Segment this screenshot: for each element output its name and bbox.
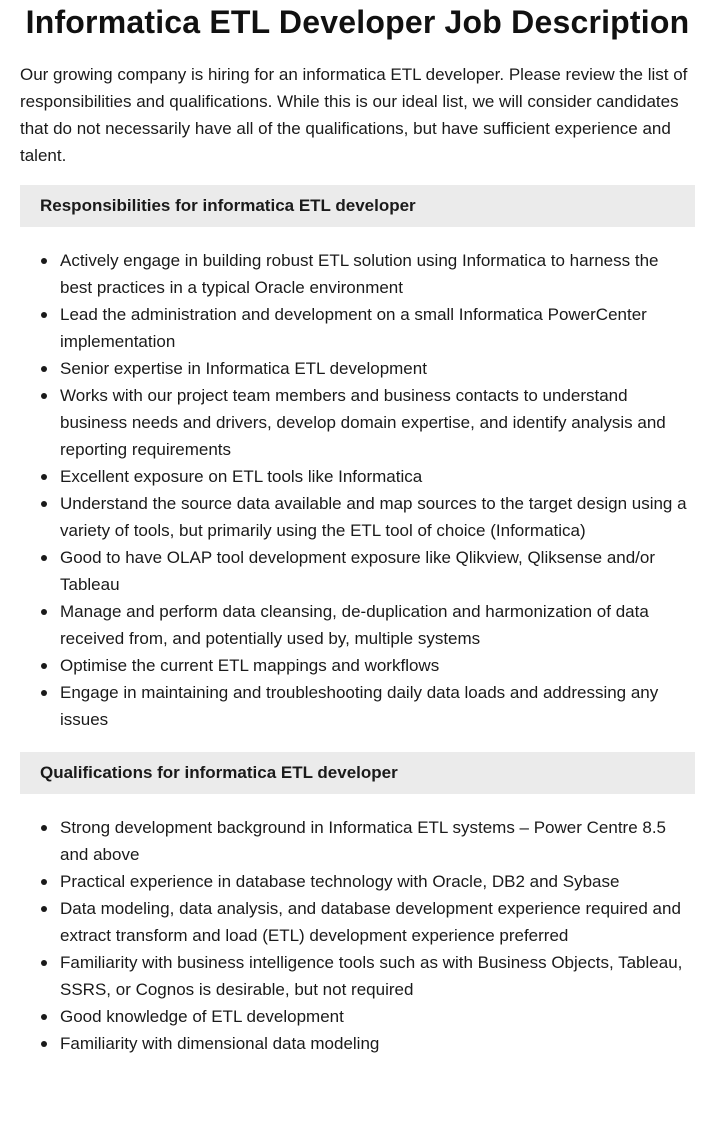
qualifications-heading-text: Qualifications for informatica ETL developer	[40, 763, 398, 782]
list-item	[60, 1030, 695, 1057]
list-item	[60, 544, 695, 598]
list-item	[60, 598, 695, 652]
list-item-text: Data modeling, data analysis, and database development experience required and extract transform and load (ETL) development experience preferred	[60, 899, 681, 945]
bullet-icon	[41, 825, 47, 831]
list-item	[60, 949, 695, 1003]
responsibilities-heading-text: Responsibilities for informatica ETL developer	[40, 196, 416, 215]
list-item-text: Understand the source data available and map sources to the target design using a variety of tools, but primarily using the ETL tool of choice (Informatica)	[60, 494, 687, 540]
list-item-text: Familiarity with dimensional data modeling	[60, 1034, 380, 1053]
list-item-text: Practical experience in database technology with Oracle, DB2 and Sybase	[60, 872, 620, 891]
list-item	[60, 868, 695, 895]
bullet-icon	[41, 258, 47, 264]
list-item-text: Senior expertise in Informatica ETL development	[60, 359, 427, 378]
list-item	[60, 382, 695, 463]
list-item	[60, 247, 695, 301]
qualifications-heading	[20, 752, 695, 794]
job-description-page	[20, 2, 695, 1057]
bullet-icon	[41, 312, 47, 318]
list-item	[60, 652, 695, 679]
list-item	[60, 895, 695, 949]
list-item	[60, 814, 695, 868]
responsibilities-list	[20, 247, 695, 733]
list-item-text: Strong development background in Informatica ETL systems – Power Centre 8.5 and above	[60, 818, 667, 864]
list-item-text: Good to have OLAP tool development exposure like Qlikview, Qliksense and/or Tableau	[60, 548, 656, 594]
bullet-icon	[41, 960, 47, 966]
list-item	[60, 463, 695, 490]
list-item	[60, 679, 695, 733]
list-item	[60, 1003, 695, 1030]
list-item-text: Good knowledge of ETL development	[60, 1007, 344, 1026]
list-item	[60, 355, 695, 382]
list-item-text: Works with our project team members and business contacts to understand business needs and drivers, develop domain expertise, and identify analysis and reporting requirements	[60, 386, 666, 459]
bullet-icon	[41, 609, 47, 615]
bullet-icon	[41, 1014, 47, 1020]
page-title: Informatica ETL Developer Job Description	[25, 4, 690, 40]
bullet-icon	[41, 663, 47, 669]
bullet-icon	[41, 555, 47, 561]
list-item-text: Familiarity with business intelligence tools such as with Business Objects, Tableau, SSRS, or Cognos is desirable, but not required	[60, 953, 683, 999]
bullet-icon	[41, 1041, 47, 1047]
list-item-text: Engage in maintaining and troubleshooting daily data loads and addressing any issues	[60, 683, 659, 729]
list-item-text: Excellent exposure on ETL tools like Informatica	[60, 467, 423, 486]
bullet-icon	[41, 501, 47, 507]
list-item	[60, 490, 695, 544]
list-item-text: Lead the administration and development on a small Informatica PowerCenter implementation	[60, 305, 647, 351]
bullet-icon	[41, 366, 47, 372]
intro-paragraph: Our growing company is hiring for an informatica ETL developer. Please review the list of responsibilities and qualifications. While this is our ideal list, we will consider candidates that do not necessarily have all of the qualifications, but have sufficient experience and talent.	[20, 65, 688, 165]
list-item-text: Manage and perform data cleansing, de-duplication and harmonization of data received from, and potentially used by, multiple systems	[60, 602, 649, 648]
bullet-icon	[41, 393, 47, 399]
list-item-text: Optimise the current ETL mappings and workflows	[60, 656, 440, 675]
qualifications-list	[20, 814, 695, 1057]
list-item-text: Actively engage in building robust ETL solution using Informatica to harness the best practices in a typical Oracle environment	[60, 251, 659, 297]
bullet-icon	[41, 879, 47, 885]
bullet-icon	[41, 690, 47, 696]
list-item	[60, 301, 695, 355]
responsibilities-heading	[20, 185, 695, 227]
bullet-icon	[41, 474, 47, 480]
bullet-icon	[41, 906, 47, 912]
